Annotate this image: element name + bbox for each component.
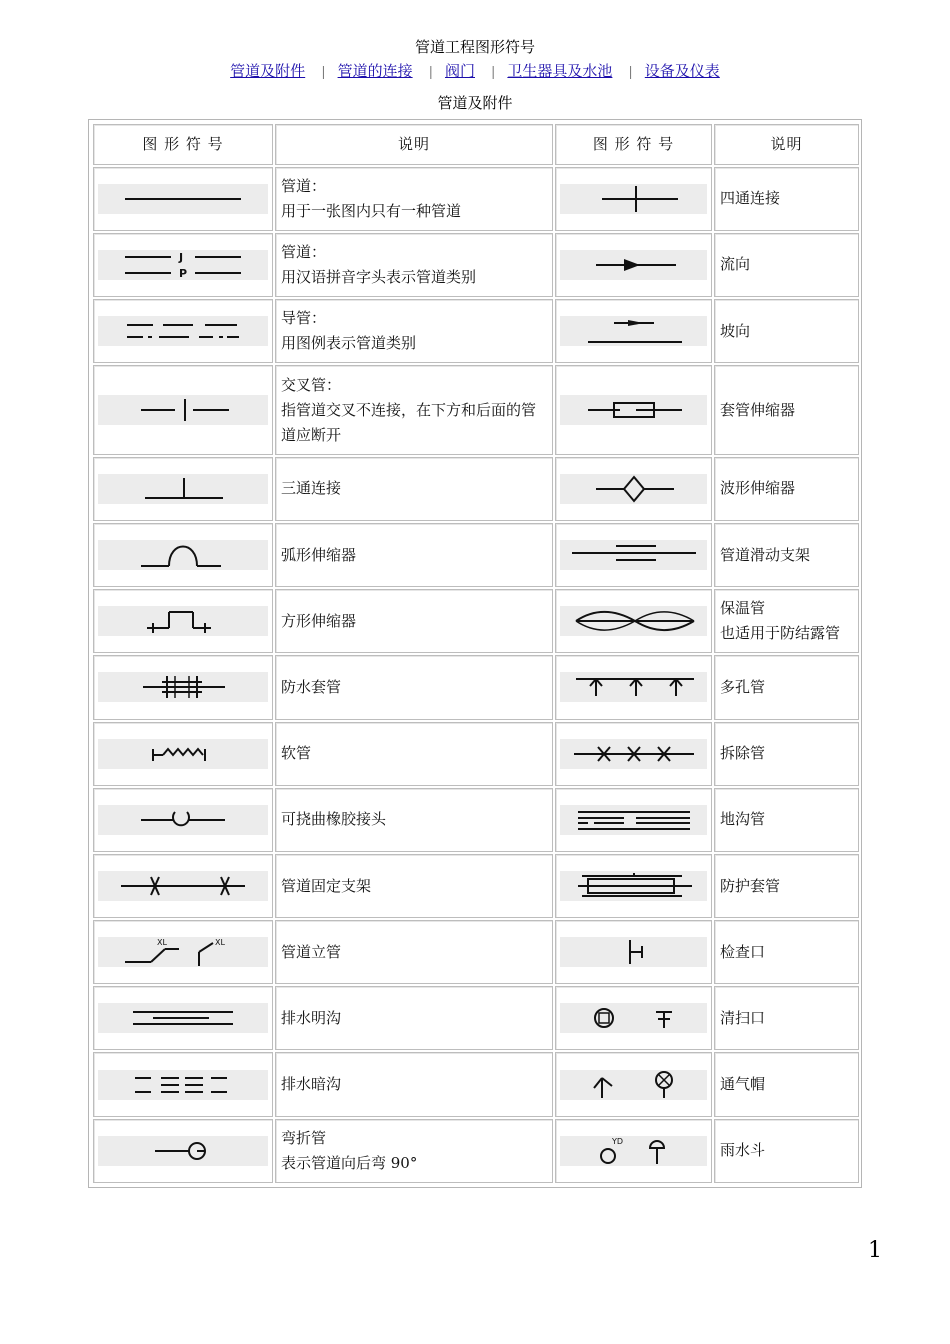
fixed-support-icon [113,871,253,901]
description-line: 三通连接 [281,479,342,498]
symbol-cell-left [93,920,273,984]
table-row [93,788,859,852]
symbol-box [560,1003,707,1033]
symbol-box [98,1003,268,1033]
riser-pipe-icon [113,937,253,967]
crossing-pipe-icon [113,395,253,425]
description-cell-left [275,365,553,455]
symbol-cell-left [93,986,273,1050]
header-desc-right: 说明 [714,124,859,165]
description-line: 交叉管： [281,375,342,394]
symbol-table-frame [88,119,862,1188]
description-line: 管道立管 [281,942,342,961]
nav-link-sanitary-fixtures[interactable]: 卫生器具及水池 [507,62,613,80]
symbol-cell-right [555,365,712,455]
description-cell-left [275,589,553,653]
riser-label-right: XL [215,938,225,948]
nav-link-equipment-instruments[interactable]: 设备及仪表 [644,62,720,80]
description-cell-left [275,920,553,984]
description-line: 软管 [281,744,312,763]
symbol-cell-left [93,722,273,786]
description-cell-left [275,233,553,297]
symbol-box [98,739,268,769]
trench-pipe-icon [564,805,704,835]
symbol-cell-left [93,299,273,363]
symbol-table [91,122,861,1185]
table-row [93,589,859,653]
perforated-pipe-icon [564,672,704,702]
description-cell-left [275,655,553,719]
riser-label-left: XL [157,938,167,948]
description-cell-right [714,1119,859,1183]
page-title: 管道工程图形符号 [414,38,535,56]
symbol-box [98,474,268,504]
description-cell-left [275,299,553,363]
description-line: 波形伸缩器 [720,479,796,498]
symbol-box [560,871,707,901]
description-cell-left [275,854,553,918]
table-row [93,986,859,1050]
pipe-label-p: P [179,266,188,280]
description-cell-right [714,299,859,363]
description-cell-right [714,1052,859,1116]
description-line: 排水明沟 [281,1008,342,1027]
description-line: 流向 [720,255,751,274]
symbol-box [98,540,268,570]
symbol-box [560,250,707,280]
description-line: 表示管道向后弯 90° [281,1153,418,1172]
description-cell-left [275,457,553,521]
header-symbol-right: 图 形 符 号 [555,124,712,165]
table-row [93,854,859,918]
symbol-box [98,184,268,214]
description-line: 通气帽 [720,1075,766,1094]
symbol-box [98,937,268,967]
table-row [93,523,859,587]
symbol-cell-right [555,986,712,1050]
description-line: 坡向 [720,321,751,340]
symbol-box [98,316,268,346]
protective-sleeve-icon [564,871,704,901]
slope-direction-icon [564,316,704,346]
page-number: 1 [868,1238,882,1263]
arc-expansion-joint-icon [113,540,253,570]
description-line: 保温管 [720,599,766,618]
symbol-cell-left [93,167,273,231]
description-line: 方形伸缩器 [281,611,357,630]
description-line: 四通连接 [720,189,781,208]
nav-separator: | [321,65,326,80]
square-expansion-joint-icon [113,606,253,636]
sliding-support-icon [564,540,704,570]
description-line: 管道： [281,242,327,261]
symbol-box [98,250,268,280]
four-way-connection-icon [564,184,704,214]
table-row [93,1119,859,1183]
nav-link-pipes-fittings[interactable]: 管道及附件 [230,62,306,80]
table-row [93,655,859,719]
symbol-cell-left [93,788,273,852]
description-line: 管道： [281,176,327,195]
symbol-box [560,395,707,425]
table-row [93,167,859,231]
nav-link-pipe-connections[interactable]: 管道的连接 [337,62,413,80]
description-cell-right [714,788,859,852]
vent-cap-icon [564,1070,704,1100]
symbol-box [560,474,707,504]
waterproof-sleeve-icon [113,672,253,702]
symbol-cell-left [93,457,273,521]
table-row [93,233,859,297]
description-cell-right [714,920,859,984]
symbol-box [560,1070,707,1100]
bellows-expansion-joint-icon [564,474,704,504]
nav-separator: | [491,65,496,80]
description-line: 管道滑动支架 [720,545,811,564]
symbol-cell-left [93,589,273,653]
sleeve-expansion-joint-icon [564,395,704,425]
symbol-box [560,316,707,346]
symbol-box [560,937,707,967]
symbol-box [560,672,707,702]
symbol-box [98,395,268,425]
symbol-cell-left [93,365,273,455]
inspection-port-icon [564,937,704,967]
description-cell-right [714,457,859,521]
description-line: 弯折管 [281,1128,327,1147]
symbol-cell-right [555,788,712,852]
description-line: 拆除管 [720,744,766,763]
header-symbol-left: 图 形 符 号 [93,124,273,165]
description-line: 地沟管 [720,810,766,829]
symbol-box [98,672,268,702]
rain-hopper-icon [564,1136,704,1166]
symbol-box [98,805,268,835]
symbol-cell-right [555,920,712,984]
description-line: 多孔管 [720,677,766,696]
elbow-pipe-icon [113,1136,253,1166]
nav-link-valves[interactable]: 阀门 [444,62,475,80]
description-cell-left [275,167,553,231]
description-cell-left [275,722,553,786]
description-line: 用图例表示管道类别 [281,334,417,353]
description-cell-left [275,523,553,587]
symbol-cell-right [555,722,712,786]
table-row [93,722,859,786]
symbol-box [560,805,707,835]
description-cell-right [714,854,859,918]
description-line: 用于一张图内只有一种管道 [281,201,462,220]
symbol-box [98,1070,268,1100]
symbol-box [560,1136,707,1166]
symbol-cell-left [93,854,273,918]
flexible-hose-icon [113,739,253,769]
single-pipe-icon [113,184,253,214]
pinyin-labeled-pipe-icon [113,250,253,280]
description-line: 弧形伸缩器 [281,545,357,564]
description-line: 可挠曲橡胶接头 [281,810,387,829]
header-desc-left: 说明 [275,124,553,165]
description-cell-left [275,1052,553,1116]
symbol-box [560,739,707,769]
table-row [93,457,859,521]
description-cell-right [714,722,859,786]
symbol-box [98,1136,268,1166]
description-cell-right [714,523,859,587]
cleanout-icon [564,1003,704,1033]
symbol-box [98,606,268,636]
section-title: 管道及附件 [437,94,513,112]
description-line: 导管： [281,309,327,328]
description-line: 清扫口 [720,1008,766,1027]
description-line: 管道固定支架 [281,876,372,895]
covered-drain-icon [113,1070,253,1100]
description-line: 指管道交叉不连接，在下方和后面的管道应断开 [281,400,537,444]
table-row [93,920,859,984]
symbol-cell-left [93,523,273,587]
description-line: 防护套管 [720,876,781,895]
description-line: 排水暗沟 [281,1075,342,1094]
symbol-cell-right [555,233,712,297]
symbol-box [98,871,268,901]
nav-separator: | [428,65,433,80]
description-cell-left [275,788,553,852]
description-cell-right [714,986,859,1050]
description-line: 也适用于防结露管 [720,624,841,643]
table-row [93,299,859,363]
description-line: 雨水斗 [720,1141,766,1160]
symbol-box [560,184,707,214]
description-line: 检查口 [720,942,766,961]
description-cell-left [275,1119,553,1183]
dismantled-pipe-icon [564,739,704,769]
description-cell-right [714,167,859,231]
table-row [93,1052,859,1116]
symbol-cell-right [555,854,712,918]
symbol-cell-right [555,1052,712,1116]
description-line: 用汉语拼音字头表示管道类别 [281,267,477,286]
flow-direction-icon [564,250,704,280]
symbol-cell-right [555,589,712,653]
symbol-cell-left [93,655,273,719]
nav-links [0,60,950,81]
symbol-cell-right [555,1119,712,1183]
flexible-rubber-joint-icon [113,805,253,835]
symbol-cell-right [555,523,712,587]
insulated-pipe-icon [564,606,704,636]
table-header-row [93,124,859,165]
symbol-cell-left [93,1052,273,1116]
description-cell-right [714,589,859,653]
rain-hopper-label: YD [611,1136,623,1146]
symbol-cell-right [555,299,712,363]
description-cell-right [714,365,859,455]
pipe-label-j: J [179,250,184,264]
conduit-pattern-icon [113,316,253,346]
symbol-cell-left [93,1119,273,1183]
description-cell-right [714,655,859,719]
symbol-cell-left [93,233,273,297]
description-cell-left [275,986,553,1050]
description-cell-right [714,233,859,297]
symbol-cell-right [555,655,712,719]
description-line: 防水套管 [281,677,342,696]
description-line: 套管伸缩器 [720,400,796,419]
nav-separator: | [628,65,633,80]
tee-connection-icon [113,474,253,504]
table-row [93,365,859,455]
symbol-cell-right [555,457,712,521]
symbol-box [560,606,707,636]
symbol-cell-right [555,167,712,231]
open-drain-icon [113,1003,253,1033]
symbol-box [560,540,707,570]
